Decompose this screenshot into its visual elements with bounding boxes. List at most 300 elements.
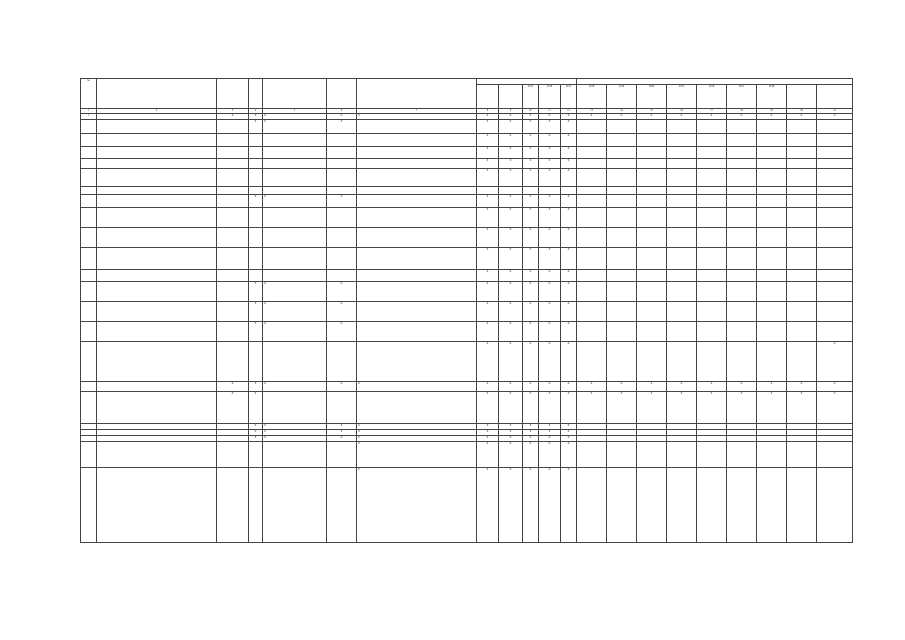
table-cell: X [539,282,561,302]
table-cell [249,134,263,147]
table-cell: X [477,442,499,468]
table-cell [607,134,637,147]
table-cell [697,120,727,134]
table-cell: X [523,147,539,159]
column-number: 6 [327,109,357,114]
table-cell: X [477,436,499,442]
table-cell: X [539,322,561,342]
table-cell: X [523,382,539,392]
table-cell: X [477,114,499,120]
header-unit [217,79,249,109]
table-cell [577,134,607,147]
table-cell [97,382,217,392]
table-cell [327,187,357,195]
table-cell [667,159,697,169]
table-cell [817,147,853,159]
table-cell [263,442,327,468]
table-cell: X [327,114,357,120]
table-cell [477,187,499,195]
table-cell [81,382,97,392]
table-cell [263,159,327,169]
table-row [81,322,853,342]
table-cell [217,468,249,543]
table-cell: X [637,114,667,120]
table-cell: X [499,392,523,424]
table-cell [607,159,637,169]
header-year-2020: 2020 [637,85,667,109]
table-cell [727,468,757,543]
table-cell [757,169,787,187]
table-row [81,159,853,169]
table-cell [217,208,249,228]
table-cell [97,169,217,187]
table-cell: X [817,114,853,120]
table-cell [577,270,607,282]
table-cell [817,120,853,134]
table-cell [667,282,697,302]
table-cell [327,208,357,228]
table-cell [667,169,697,187]
table-cell [357,392,477,424]
header-year-2019: 2019 [607,85,637,109]
table-cell: X [327,430,357,436]
table-cell [327,147,357,159]
table-cell [327,248,357,270]
table-row [81,147,853,159]
table-cell [757,270,787,282]
table-cell: X [523,208,539,228]
table-cell [81,195,97,208]
header-method [263,79,327,109]
table-row [81,342,853,382]
table-cell: X [561,424,577,430]
table-cell [757,208,787,228]
table-cell: X [477,228,499,248]
table-cell: X [327,282,357,302]
table-cell: X [561,270,577,282]
table-cell [757,302,787,322]
table-cell: X [499,169,523,187]
table-cell [249,228,263,248]
table-cell [697,322,727,342]
table-cell [667,228,697,248]
table-cell: X [499,342,523,382]
table-cell: X [357,114,477,120]
table-cell [667,134,697,147]
table-cell [637,159,667,169]
table-cell: X [499,442,523,468]
table-cell [787,228,817,248]
table-cell: X [817,382,853,392]
table-cell [81,468,97,543]
table-cell [667,342,697,382]
table-cell [787,282,817,302]
table-cell: X [263,382,327,392]
table-cell [327,392,357,424]
table-cell [697,147,727,159]
table-cell: X [561,468,577,543]
table-cell: X [249,195,263,208]
table-cell [97,468,217,543]
table-cell [817,442,853,468]
table-cell: X [477,208,499,228]
table-cell [81,120,97,134]
table-cell [577,282,607,302]
table-cell: X [263,302,327,322]
table-cell: X [477,322,499,342]
table-cell: X [327,322,357,342]
table-cell [787,302,817,322]
table-cell: 1 [81,114,97,120]
table-cell: X [523,195,539,208]
table-cell [637,208,667,228]
table-cell: X [539,147,561,159]
table-row [81,282,853,302]
table-cell: X [263,120,327,134]
table-cell: X [477,270,499,282]
table-row [81,442,853,468]
table-cell: X [499,322,523,342]
table-cell: X [357,436,477,442]
column-number: 3 [217,109,249,114]
table-cell [607,120,637,134]
table-cell [577,120,607,134]
table-cell: X [499,248,523,270]
table-cell [817,282,853,302]
column-number: 19 [757,109,787,114]
table-cell: X [499,120,523,134]
table-cell: X [477,392,499,424]
table-cell: X [757,114,787,120]
table-cell: X [787,392,817,424]
table-cell [607,302,637,322]
table-cell: X [757,382,787,392]
table-cell [667,322,697,342]
table-cell: X [263,436,327,442]
table-cell [787,322,817,342]
table-cell: X [561,302,577,322]
table-cell: X [607,382,637,392]
table-cell [637,442,667,468]
table-cell [787,187,817,195]
table-cell [217,134,249,147]
table-cell: X [697,382,727,392]
table-cell: X [539,302,561,322]
table-cell: X [561,195,577,208]
table-cell: X [499,282,523,302]
header-total [787,85,817,109]
table-cell [817,228,853,248]
table-cell [637,228,667,248]
table-cell: X [523,159,539,169]
table-cell [697,159,727,169]
table-cell [637,134,667,147]
column-number: 13 [577,109,607,114]
column-number: 1 [81,109,97,114]
table-cell [217,228,249,248]
table-cell [97,302,217,322]
table-cell: X [637,392,667,424]
table-cell [727,187,757,195]
table-cell [499,187,523,195]
table-cell [327,134,357,147]
table-cell [727,342,757,382]
table-cell [217,195,249,208]
table-cell [263,468,327,543]
table-cell: X [561,430,577,436]
table-row [81,134,853,147]
table-cell [327,228,357,248]
table-cell: X [561,134,577,147]
table-cell: X [727,114,757,120]
table-cell [787,120,817,134]
table-cell [727,228,757,248]
table-cell [97,228,217,248]
table-cell [757,282,787,302]
table-cell [577,187,607,195]
table-cell: X [217,392,249,424]
table-cell [249,187,263,195]
table-cell: X [477,147,499,159]
table-cell: X [727,392,757,424]
table-cell [727,159,757,169]
table-cell: X [787,114,817,120]
table-cell [263,270,327,282]
table-cell: X [499,436,523,442]
header-year-2015b: 2015 [667,85,697,109]
table-cell [97,282,217,302]
table-cell [727,208,757,228]
header-weight [249,79,263,109]
header-year-2016: 2016 [539,85,561,109]
column-number: 15 [637,109,667,114]
table-cell [97,342,217,382]
table-row [81,208,853,228]
table-cell: X [539,382,561,392]
table-cell [727,248,757,270]
table-cell: X [477,424,499,430]
table-cell: X [539,270,561,282]
table-cell [697,282,727,302]
table-cell [757,120,787,134]
table-cell [357,322,477,342]
table-cell: X [561,322,577,342]
table-cell [357,302,477,322]
header-base-year [499,85,523,109]
header-year-2017b: 2017 [727,85,757,109]
column-number: 5 [263,109,327,114]
table-cell: X [539,169,561,187]
table-row [81,187,853,195]
table-cell: X [357,442,477,468]
table-cell [97,392,217,424]
table-cell [697,169,727,187]
table-cell [97,208,217,228]
table-cell [817,248,853,270]
table-cell [607,342,637,382]
table-cell [263,342,327,382]
column-number: 21 [817,109,853,114]
header-year-2018: 2018 [577,85,607,109]
table-cell [727,442,757,468]
table-cell: X [523,430,539,436]
table-row [81,468,853,543]
column-number: 18 [727,109,757,114]
table-cell: X [539,248,561,270]
table-cell: X [327,302,357,322]
table-cell [667,147,697,159]
table-cell [263,228,327,248]
table-cell [697,270,727,282]
table-cell [757,342,787,382]
table-cell [81,392,97,424]
header-name [97,79,217,109]
table-cell: X [499,134,523,147]
table-cell: X [327,120,357,134]
column-number: 20 [787,109,817,114]
table-cell [249,169,263,187]
table-cell [697,187,727,195]
table-cell [217,442,249,468]
table-cell: X [263,430,327,436]
table-cell [357,228,477,248]
table-cell [357,195,477,208]
table-cell [81,342,97,382]
table-cell [757,228,787,248]
table-cell [607,169,637,187]
table-cell [357,270,477,282]
table-cell: X [561,159,577,169]
table-cell [787,147,817,159]
table-cell [727,134,757,147]
header-term [327,79,357,109]
table-cell [357,208,477,228]
table-cell [637,322,667,342]
table-cell [637,270,667,282]
table-cell [249,468,263,543]
table-cell [577,159,607,169]
table-cell: X [327,436,357,442]
table-cell [327,270,357,282]
column-number: 8 [477,109,499,114]
table-cell: X [477,282,499,302]
header-year-2018b: 2018 [757,85,787,109]
table-cell [787,195,817,208]
table-cell [523,187,539,195]
table-cell: X [539,228,561,248]
table-cell [577,468,607,543]
table-cell: X [667,392,697,424]
table-cell: X [477,382,499,392]
table-cell [757,159,787,169]
table-cell [81,169,97,187]
table-cell: X [499,430,523,436]
table-cell: X [523,424,539,430]
table-cell [357,248,477,270]
table-cell [757,195,787,208]
table-cell: X [757,392,787,424]
table-cell [607,468,637,543]
table-cell: X [787,382,817,392]
table-row [81,169,853,187]
table-cell: X [327,195,357,208]
table-cell [577,302,607,322]
table-cell: X [499,270,523,282]
table-cell [577,195,607,208]
table-cell [577,442,607,468]
table-cell [697,248,727,270]
column-number: 12 [561,109,577,114]
table-cell [81,248,97,270]
table-cell [667,270,697,282]
table-cell [97,270,217,282]
table-cell: X [477,195,499,208]
table-cell: X [539,195,561,208]
table-cell [637,187,667,195]
table-cell: X [499,195,523,208]
table-cell [697,302,727,322]
table-cell [97,134,217,147]
table-cell [327,159,357,169]
table-cell [607,147,637,159]
table-cell [697,134,727,147]
table-cell [637,282,667,302]
table-row [81,195,853,208]
table-cell: X [539,114,561,120]
table-cell: X [561,382,577,392]
table-cell [81,282,97,302]
table-cell: X [817,342,853,382]
program-table [80,78,853,543]
table-cell [577,169,607,187]
table-cell: X [327,382,357,392]
table-cell [217,248,249,270]
table-cell [97,442,217,468]
table-cell: X [539,468,561,543]
table-cell [757,147,787,159]
table-row [81,228,853,248]
table-cell [667,248,697,270]
table-cell: X [539,442,561,468]
table-cell [263,248,327,270]
table-cell: X [477,468,499,543]
table-cell: X [539,208,561,228]
table-cell [787,270,817,282]
table-cell: X [561,169,577,187]
table-cell [217,302,249,322]
table-cell: X [523,342,539,382]
table-cell [249,147,263,159]
table-cell [97,187,217,195]
table-cell [637,468,667,543]
table-cell [577,322,607,342]
table-cell: X [477,248,499,270]
table-cell [607,248,637,270]
table-cell [757,442,787,468]
table-cell: X [327,424,357,430]
table-cell: X [523,270,539,282]
table-cell [217,342,249,382]
table-cell [787,208,817,228]
table-cell: X [249,302,263,322]
table-cell: X [499,159,523,169]
column-number: 2 [97,109,217,114]
table-cell: X [249,114,263,120]
table-cell: X [217,382,249,392]
table-cell [727,147,757,159]
table-cell: X [477,342,499,382]
table-cell [667,302,697,322]
